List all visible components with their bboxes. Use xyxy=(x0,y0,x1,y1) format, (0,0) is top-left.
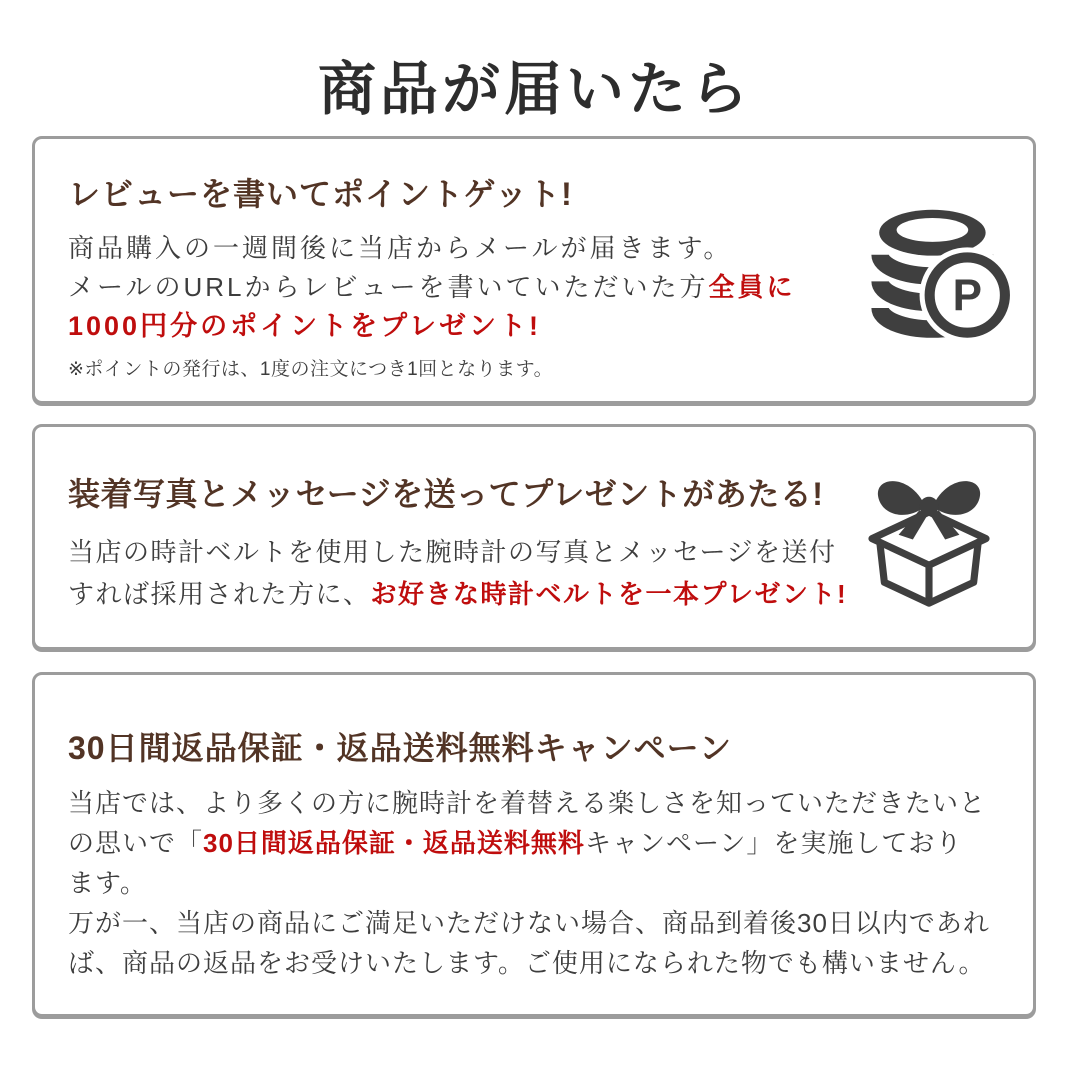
photo-present-section xyxy=(32,424,1036,650)
photo-body-line-2-highlight: お好きな時計ベルトを一本プレゼント! xyxy=(370,579,848,609)
photo-body-line-2-text: すれば採用された方に、 xyxy=(68,579,371,609)
review-note: ※ポイントの発行は、1度の注文につき1回となります。 xyxy=(68,359,554,380)
review-body-line-2-highlight: 全員に xyxy=(708,272,796,302)
guarantee-body-line-3: ます。 xyxy=(68,868,147,898)
review-body-line-2 xyxy=(68,268,823,307)
review-body-line-1: 商品購入の一週間後に当店からメールが届きます。 xyxy=(68,233,733,263)
point-coins-icon xyxy=(859,201,1015,347)
gift-box-icon xyxy=(853,451,1005,611)
guarantee-body-line-2-post: キャンペーン」を実施しており xyxy=(584,828,963,858)
point-coin-letter: P xyxy=(952,271,982,321)
review-body-line-2-text: メールのURLからレビューを書いていただいた方 xyxy=(68,272,709,302)
guarantee-body-line-1: 当店では、より多くの方に腕時計を着替える楽しさを知っていただきたいと xyxy=(68,788,987,818)
photo-body-line-1: 当店の時計ベルトを使用した腕時計の写真とメッセージを送付 xyxy=(68,537,837,567)
guarantee-body-line-2 xyxy=(68,823,1003,863)
guarantee-body-line-2-pre: の思いで「 xyxy=(68,828,204,858)
guarantee-body-line-2-highlight: 30日間返品保証・返品送料無料 xyxy=(203,828,585,858)
guarantee-body-line-5: ば、商品の返品をお受けいたします。ご使用になられた物でも構いません。 xyxy=(68,948,986,978)
photo-heading: 装着写真とメッセージを送ってプレゼントがあたる! xyxy=(68,476,824,512)
guarantee-section xyxy=(32,672,1036,1017)
guarantee-body-line-4: 万が一、当店の商品にご満足いただけない場合、商品到着後30日以内であれ xyxy=(68,908,990,938)
review-heading: レビューを書いてポイントゲット! xyxy=(68,176,573,212)
page-title: 商品が届いたら xyxy=(317,57,752,122)
guarantee-heading: 30日間返品保証・返品送料無料キャンペーン xyxy=(68,730,732,766)
photo-body-line-2 xyxy=(68,573,848,615)
review-body-line-3-highlight: 1000円分のポイントをプレゼント! xyxy=(68,311,541,341)
review-section xyxy=(32,136,1036,404)
